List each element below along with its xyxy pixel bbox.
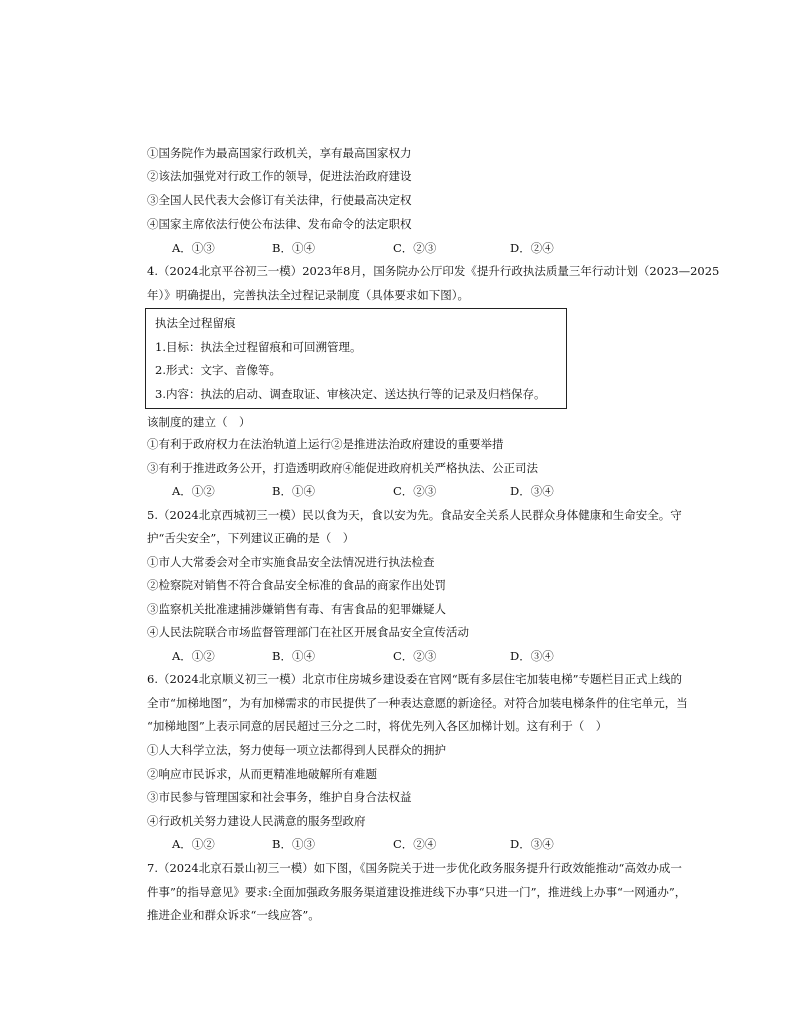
q5-option-d: D．③④	[510, 649, 554, 663]
q4-box-item-1: 1.目标：执法全过程留痕和可回溯管理。	[155, 340, 362, 354]
q4-info-box	[145, 308, 567, 409]
q4-question: 该制度的建立（ ）	[147, 415, 251, 429]
q6-stem-line-2: 全市“加梯地图”，为有加梯需求的市民提供了一种表达意愿的新途径。对符合加装电梯条件的住宅单元，当	[147, 696, 688, 710]
q4-stem-line-1: 4.（2024北京平谷初三一模）2023年8月，国务院办公厅印发《提升行政执法质量三年行动计划（2023—2025	[147, 264, 720, 278]
q6-options	[172, 836, 612, 852]
q4-statements-line-1: ①有利于政府权力在法治轨道上运行②是推进法治政府建设的重要举措	[147, 437, 504, 451]
q3-option-c: C．②③	[393, 241, 437, 255]
q6-stem-line-3: “加梯地图”上表示同意的居民超过三分之二时，将优先列入各区加梯计划。这有利于（ ）	[147, 719, 608, 733]
q6-option-b: B．①③	[272, 837, 315, 851]
q5-statement-1: ①市人大常委会对全市实施食品安全法情况进行执法检查	[147, 555, 435, 569]
q6-statement-4: ④行政机关努力建设人民满意的服务型政府	[147, 814, 366, 828]
q3-option-a: A．①③	[172, 241, 215, 255]
q5-statement-4: ④人民法院联合市场监督管理部门在社区开展食品安全宣传活动	[147, 625, 469, 639]
q6-option-a: A．①②	[172, 837, 215, 851]
q5-statement-2: ②检察院对销售不符合食品安全标准的食品的商家作出处罚	[147, 578, 446, 592]
q4-options	[172, 483, 612, 499]
q7-stem-line-3: 推进企业和群众诉求“一线应答”。	[147, 908, 320, 922]
q6-stem-line-1: 6.（2024北京顺义初三一模）北京市住房城乡建设委在官网“既有多层住宅加装电梯”专题栏目正式上线的	[147, 672, 682, 686]
q4-option-c: C．②③	[393, 484, 437, 498]
q4-option-d: D．③④	[510, 484, 554, 498]
q4-option-a: A．①②	[172, 484, 215, 498]
q5-statement-3: ③监察机关批准逮捕涉嫌销售有毒、有害食品的犯罪嫌疑人	[147, 602, 446, 616]
q5-stem-line-2: 护“舌尖安全”，下列建议正确的是（ ）	[147, 531, 355, 545]
q4-box-title: 执法全过程留痕	[155, 316, 236, 330]
q3-statement-4: ④国家主席依法行使公布法律、发布命令的法定职权	[147, 217, 412, 231]
q6-statement-2: ②响应市民诉求，从而更精准地破解所有难题	[147, 767, 377, 781]
q4-statements-line-2: ③有利于推进政务公开，打造透明政府④能促进政府机关严格执法、公正司法	[147, 461, 538, 475]
q4-box-item-2: 2.形式：文字、音像等。	[155, 363, 281, 377]
q5-stem-line-1: 5.（2024北京西城初三一模）民以食为天，食以安为先。食品安全关系人民群众身体健康和生命安全。守	[147, 508, 682, 522]
q6-option-c: C．②④	[393, 837, 437, 851]
q3-option-b: B．①④	[272, 241, 315, 255]
q6-statement-1: ①人大科学立法，努力使每一项立法都得到人民群众的拥护	[147, 743, 446, 757]
q5-option-a: A．①②	[172, 649, 215, 663]
q4-box-item-3: 3.内容：执法的启动、调查取证、审核决定、送达执行等的记录及归档保存。	[155, 387, 546, 401]
q5-options	[172, 648, 612, 664]
q6-statement-3: ③市民参与管理国家和社会事务，维护自身合法权益	[147, 790, 412, 804]
q4-stem-line-2: 年）》明确提出，完善执法全过程记录制度（具体要求如下图）。	[147, 288, 469, 302]
q7-stem-line-2: 件事”的指导意见》要求:全面加强政务服务渠道建设推进线下办事“只进一门”，推进线上办事“一网通办”，	[147, 885, 687, 899]
q3-statement-3: ③全国人民代表大会修订有关法律，行使最高决定权	[147, 193, 412, 207]
q3-option-d: D．②④	[510, 241, 554, 255]
q7-stem-line-1: 7.（2024北京石景山初三一模）如下图，《国务院关于进一步优化政务服务提升行政效能推动“高效办成一	[147, 861, 682, 875]
q5-option-b: B．①④	[272, 649, 315, 663]
q3-statement-2: ②该法加强党对行政工作的领导，促进法治政府建设	[147, 169, 412, 183]
q3-options	[172, 240, 612, 256]
q6-option-d: D．③④	[510, 837, 554, 851]
q5-option-c: C．②③	[393, 649, 437, 663]
q3-statement-1: ①国务院作为最高国家行政机关，享有最高国家权力	[147, 146, 412, 160]
q4-option-b: B．①④	[272, 484, 315, 498]
